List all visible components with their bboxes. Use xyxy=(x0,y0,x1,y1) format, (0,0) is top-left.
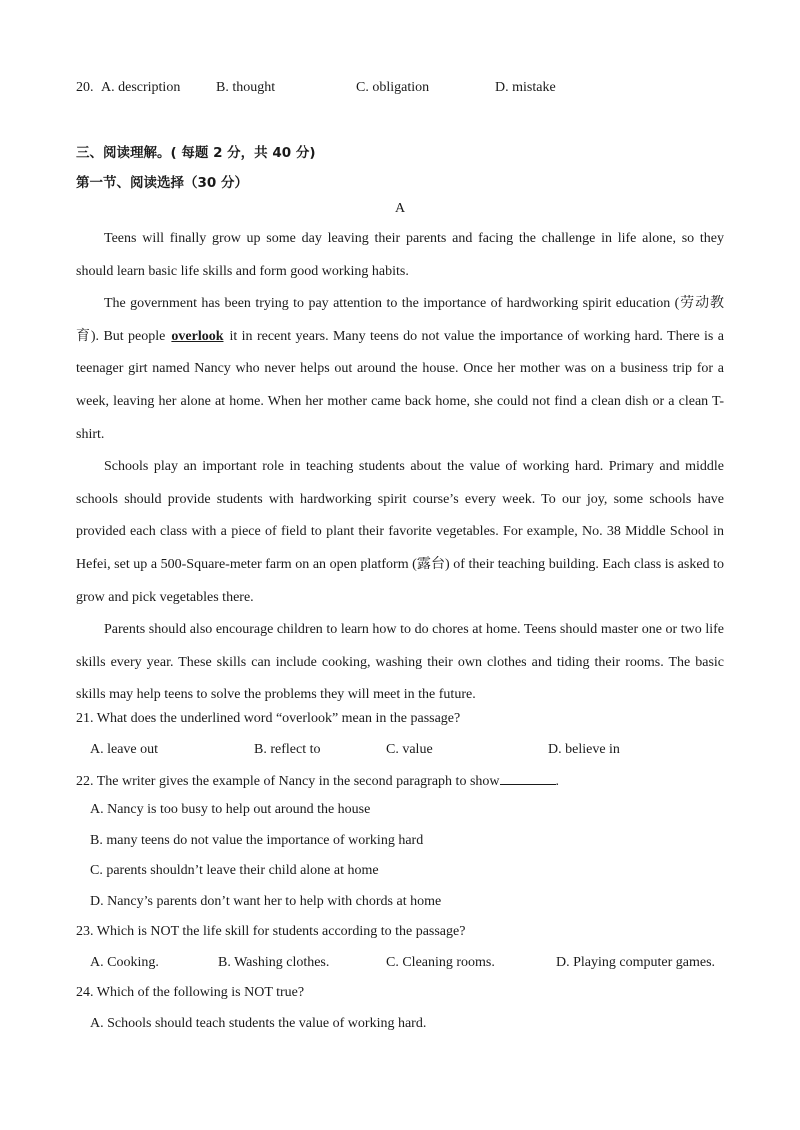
q20-option-a: A. description xyxy=(101,80,181,95)
paragraph-2-intro: The government has been trying to pay attention to the importance of hardworking spirit education (劳动教育). But people xyxy=(76,296,724,344)
passage-paragraph-1: Teens will finally grow up some day leaving their parents and facing the challenge in life alone, so they should learn basic life skills and form good working habits. xyxy=(76,231,724,279)
q20-option-b: B. thought xyxy=(216,80,276,95)
underlined-word-overlook: overlook xyxy=(171,328,224,344)
section-3-heading: 三、阅读理解。( 每题 2 分，共 40 分) xyxy=(76,145,316,161)
q22-option-c: C. parents shouldn’t leave their child alone at home xyxy=(90,863,379,878)
passage-paragraph-3: Schools play an important role in teaching students about the value of working hard. Primary and middle schools should provide students with hardworking spirit course’s every week. To our joy, some schools have provided each class with a piece of field to plant their favorite vegetables. For example, No. 38 Middle School in Hefei, set up a 500-Square-meter farm on an open platform (露台) of their teaching building. Each class is asked to grow and pick vegetables there. xyxy=(76,459,724,605)
q24-option-a: A. Schools should teach students the value of working hard. xyxy=(90,1016,427,1031)
q23-option-a: A. Cooking. xyxy=(90,955,159,970)
passage-label: A xyxy=(395,201,406,216)
paragraph-2-body: it in recent years. Many teens do not value the importance of working hard. There is a teenager girt named Nancy who never helps out around the house. Once her mother was on a business trip for a week, leaving her alone at home. When her mother came back home, she could not find a clean dish or a clean T-shirt. xyxy=(76,328,724,442)
q24-stem: 24. Which of the following is NOT true? xyxy=(76,985,305,1000)
q22-option-b: B. many teens do not value the importance of working hard xyxy=(90,833,424,848)
q21-option-a: A. leave out xyxy=(90,742,159,757)
q20-number: 20. xyxy=(76,80,94,95)
passage-paragraph-2 xyxy=(76,288,724,451)
q22-option-a: A. Nancy is too busy to help out around the house xyxy=(90,802,371,817)
q20-option-d: D. mistake xyxy=(495,80,556,95)
q22-option-d: D. Nancy’s parents don’t want her to help with chords at home xyxy=(90,894,442,909)
passage-paragraph-4: Parents should also encourage children to learn how to do chores at home. Teens should master one or two life skills every year. These skills can include cooking, washing their own clothes and tiding their rooms. The basic skills may help teens to solve the problems they will meet in the future. xyxy=(76,622,724,703)
q23-option-c: C. Cleaning rooms. xyxy=(386,955,495,970)
q21-option-b: B. reflect to xyxy=(254,742,321,757)
q20-option-c: C. obligation xyxy=(356,80,430,95)
q23-option-d: D. Playing computer games. xyxy=(556,955,716,970)
q22-stem-end: . xyxy=(555,774,559,789)
q22-stem-row xyxy=(76,772,559,790)
q23-option-b: B. Washing clothes. xyxy=(218,955,330,970)
q21-stem: 21. What does the underlined word “overlook” mean in the passage? xyxy=(76,711,461,726)
section-1-heading: 第一节、阅读选择（30 分） xyxy=(76,175,248,191)
q21-option-d: D. believe in xyxy=(548,742,620,757)
q21-option-c: C. value xyxy=(386,742,433,757)
q22-stem: 22. The writer gives the example of Nancy in the second paragraph to show xyxy=(76,774,500,789)
q23-stem: 23. Which is NOT the life skill for students according to the passage? xyxy=(76,924,466,939)
reading-passage xyxy=(76,223,724,712)
answer-blank xyxy=(500,772,556,785)
